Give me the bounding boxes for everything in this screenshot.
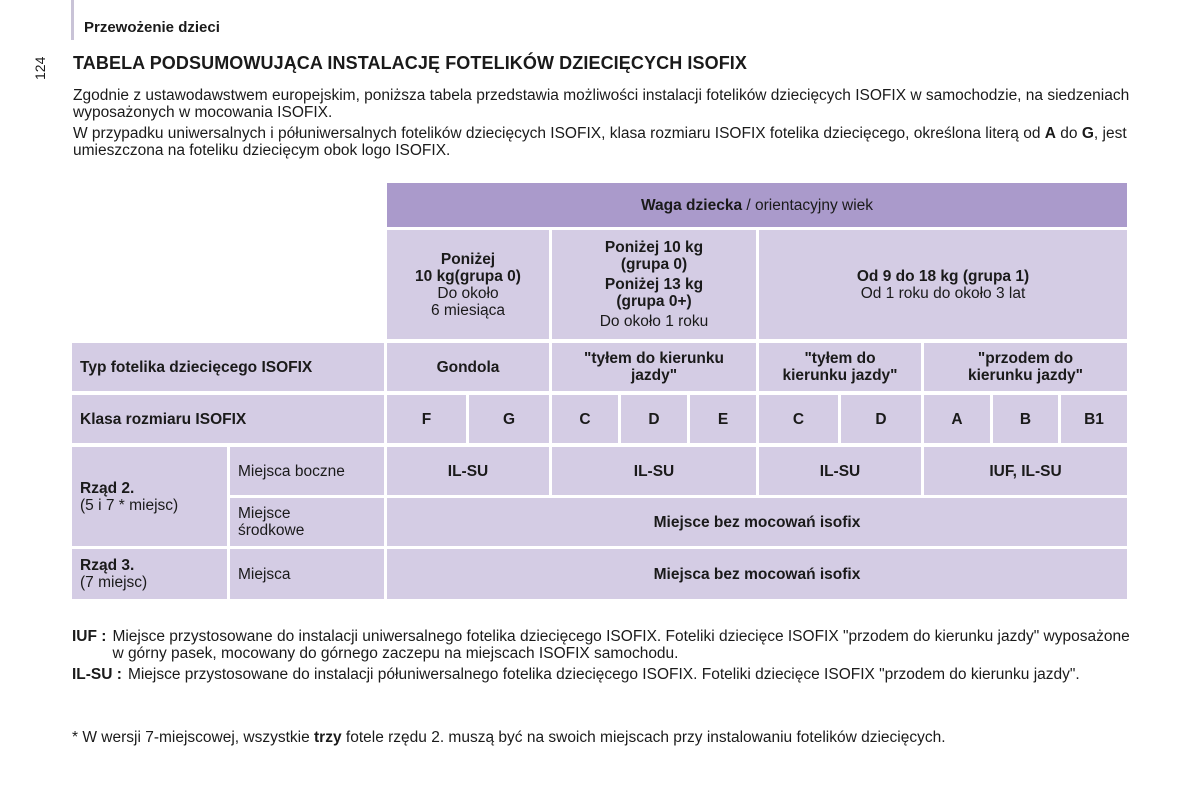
class-cell: C — [759, 395, 838, 443]
type-rear-facing-2-line: "tyłem do — [804, 350, 876, 367]
group-0plus-line: Poniżej 13 kg — [604, 276, 704, 293]
row2-side-value: IUF, IL-SU — [924, 447, 1127, 495]
note-ilsu-text: Miejsce przystosowane do instalacji półuniwersalnego fotelika dziecięcego ISOFIX. Foteliki dziecięce ISOFIX "przodem do kierunku jazdy". — [127, 666, 1080, 683]
type-label: Typ fotelika dziecięcego ISOFIX — [72, 343, 384, 391]
group-0plus-line: (grupa 0) — [620, 256, 688, 273]
row2-side-value: IL-SU — [387, 447, 549, 495]
intro-paragraph-2 — [73, 125, 1143, 159]
row2-side-label: Miejsca boczne — [230, 447, 384, 495]
row3-sub: (7 miejsc) — [80, 574, 148, 591]
row2-label — [72, 447, 227, 546]
page-number — [30, 40, 50, 80]
row3-value: Miejsca bez mocowań isofix — [387, 549, 1127, 599]
group-0-age: Do około — [437, 284, 499, 302]
note-iuf — [72, 628, 1142, 662]
weight-header-bold: Waga dziecka — [640, 196, 743, 214]
class-cell: F — [387, 395, 466, 443]
row2-side-value: IL-SU — [552, 447, 756, 495]
intro-p2-part: , jest umieszczona na foteliku dziecięcym obok logo ISOFIX. — [73, 125, 1127, 159]
class-label: Klasa rozmiaru ISOFIX — [72, 395, 384, 443]
type-rear-facing — [552, 343, 756, 391]
intro-p2-part: W przypadku uniwersalnych i półuniwersalnych fotelików dziecięcych ISOFIX, klasa rozmiaru ISOFIX fotelika dziecięcego, określona literą od — [73, 125, 1045, 142]
row2-sub: (5 i 7 * miejsc) — [80, 496, 179, 514]
legend-notes — [72, 628, 1142, 687]
class-cell: B1 — [1061, 395, 1127, 443]
group-1-header — [759, 230, 1127, 339]
group-0plus-line: (grupa 0+) — [616, 293, 692, 310]
group-0-line: Poniżej — [440, 250, 496, 268]
intro-p2-bold-a: A — [1044, 125, 1056, 142]
row2-side-value: IL-SU — [759, 447, 921, 495]
class-cell: C — [552, 395, 618, 443]
row2-center-label — [230, 498, 384, 546]
class-cell: E — [690, 395, 756, 443]
group-0-line: 10 kg(grupa 0) — [415, 267, 521, 285]
class-cell: B — [993, 395, 1058, 443]
group-0plus-age: Do około 1 roku — [599, 313, 709, 330]
group-0plus-line: Poniżej 10 kg — [604, 239, 704, 256]
section-label: Przewożenie dzieci — [84, 19, 220, 36]
type-gondola: Gondola — [387, 343, 549, 391]
group-0plus-header — [552, 230, 756, 339]
page-title: TABELA PODSUMOWUJĄCA INSTALACJĘ FOTELIKÓW DZIECIĘCYCH ISOFIX — [73, 53, 748, 73]
footnote-part: fotele rzędu 2. muszą być na swoich miejscach przy instalowaniu fotelików dziecięcych. — [341, 729, 946, 746]
row2-title: Rząd 2. — [80, 479, 135, 497]
class-cell: G — [469, 395, 549, 443]
row3-title: Rząd 3. — [80, 557, 135, 574]
row2-center-line: Miejsce — [238, 505, 291, 522]
group-1-line: Od 9 do 18 kg (grupa 1) — [856, 267, 1030, 285]
intro-p2-bold-g: G — [1081, 125, 1094, 142]
intro-paragraph-1: Zgodnie z ustawodawstwem europejskim, poniższa tabela przedstawia możliwości instalacji fotelików dziecięcych ISOFIX w samochodzie, na siedzeniach wyposażonych w mocowania ISOFIX. — [73, 87, 1130, 121]
class-cell: D — [621, 395, 687, 443]
footnote — [72, 729, 946, 747]
section-side-bar — [71, 0, 74, 40]
type-rear-facing-line: jazdy" — [630, 367, 678, 384]
class-cell: A — [924, 395, 990, 443]
weight-header-rest: / orientacyjny wiek — [742, 196, 874, 214]
type-forward-facing-line: kierunku jazdy" — [967, 367, 1084, 384]
row2-center-line: środkowe — [238, 522, 305, 539]
row3-label — [72, 549, 227, 599]
page-number-text: 124 — [32, 56, 48, 80]
class-cell: D — [841, 395, 921, 443]
group-1-age: Od 1 roku do około 3 lat — [860, 284, 1026, 302]
type-rear-facing-2 — [759, 343, 921, 391]
intro-p2-part: do — [1055, 125, 1082, 142]
type-rear-facing-line: "tyłem do kierunku — [584, 350, 724, 367]
row3-seat-label: Miejsca — [230, 549, 384, 599]
type-rear-facing-2-line: kierunku jazdy" — [782, 367, 898, 384]
note-ilsu — [72, 666, 1142, 683]
footnote-part: * W wersji 7-miejscowej, wszystkie — [72, 729, 315, 746]
note-ilsu-key: IL-SU : — [72, 666, 122, 683]
row2-center-value: Miejsce bez mocowań isofix — [387, 498, 1127, 546]
weight-header — [387, 183, 1127, 227]
intro-text — [73, 87, 1143, 163]
note-iuf-key: IUF : — [72, 628, 107, 645]
note-iuf-text: Miejsce przystosowane do instalacji uniwersalnego fotelika dziecięcego ISOFIX. Foteliki dziecięce ISOFIX "przodem do kierunku jazdy" wyposażone w górny pasek, mocowany do górnego zaczepu na miejscach ISOFIX samochodu. — [112, 628, 1130, 662]
footnote-bold: trzy — [314, 729, 342, 746]
group-0-age: 6 miesiąca — [430, 301, 506, 319]
type-forward-facing — [924, 343, 1127, 391]
group-0-header — [387, 230, 549, 339]
type-forward-facing-line: "przodem do — [977, 350, 1074, 367]
